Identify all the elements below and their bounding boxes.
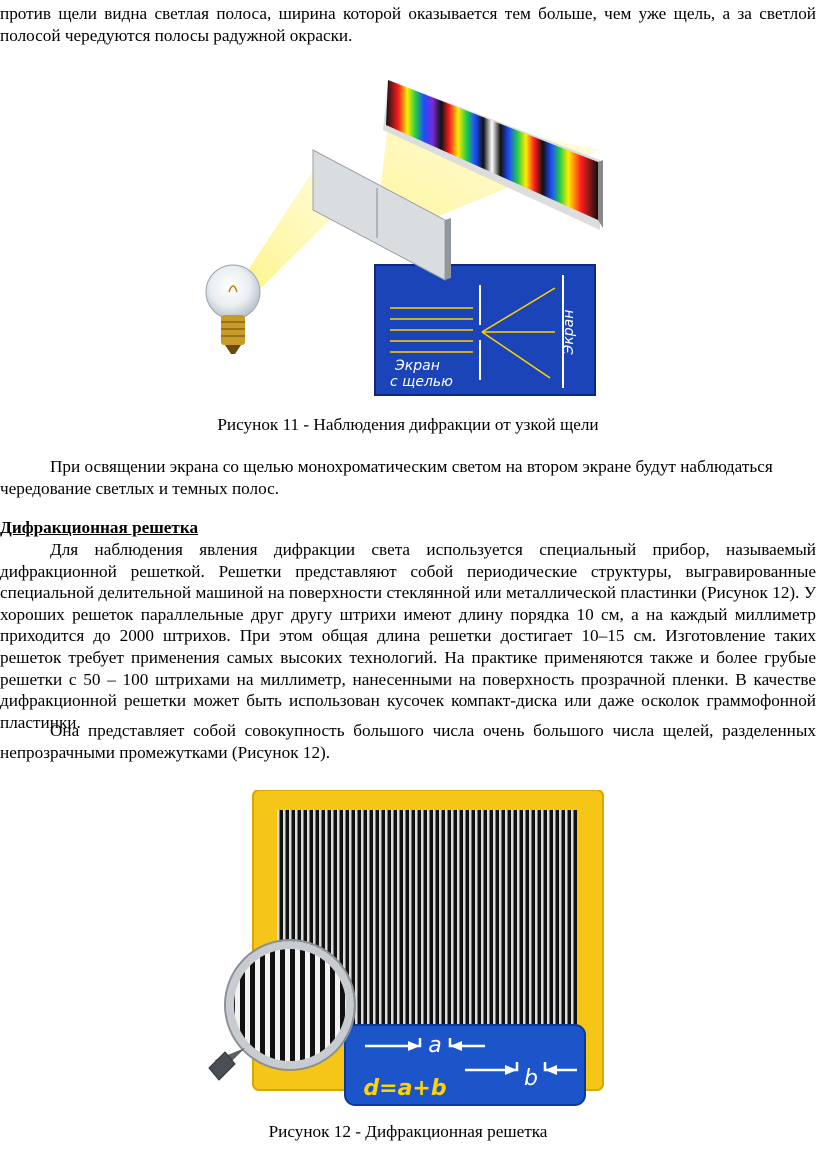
figure-11-slit-diffraction	[195, 70, 615, 400]
figure-12-diffraction-grating	[205, 790, 605, 1110]
monochromatic-paragraph: При освящении экрана со щелью монохроматическим светом на втором экране будут наблюдаться чередование светлых и темных полос.	[0, 457, 773, 498]
formula: d=a+b	[363, 1076, 447, 1101]
label-screen: Экран	[561, 309, 577, 355]
label-slit-screen-2: с щелью	[390, 374, 453, 390]
diffraction-schematic	[375, 265, 595, 395]
grating-period-box	[345, 1025, 585, 1105]
label-b: b	[524, 1066, 538, 1091]
section-heading: Дифракционная решетка	[0, 518, 199, 537]
figure-11-caption: Рисунок 11 - Наблюдения дифракции от узкой щели	[217, 415, 599, 434]
intro-paragraph: против щели видна светлая полоса, ширина которой оказывается тем больше, чем уже щель, а за светлой полосой чередуются полосы радужной окраски.	[0, 4, 816, 45]
figure-12-caption: Рисунок 12 - Дифракционная решетка	[268, 1122, 548, 1141]
light-bulb	[206, 265, 260, 354]
grating-paragraph-2: Она представляет собой совокупность большого числа очень большого числа щелей, разделенных непрозрачными промежутками (Рисунок 12).	[0, 721, 816, 762]
grating-paragraph-1: Для наблюдения явления дифракции света используется специальный прибор, называемый дифракционной решеткой. Решетки представляют собой периодические структуры, выгравированные специальной делительной машиной на поверхности стеклянной или металлической пластинки (Рисунок 12). У хороших решеток параллельные друг другу штрихи имеют длину порядка 10 см, а на каждый миллиметр приходится до 2000 штрихов. При этом общая длина решетки достигает 10–15 см. Изготовление таких решеток требует применения самых высоких технологий. На практике применяются также и более грубые решетки с 50 – 100 штрихами на миллиметр, нанесенными на поверхность прозрачной пленки. В качестве дифракционной решетки может быть использован кусочек компакт-диска или даже осколок граммофонной пластинки.	[0, 540, 816, 732]
label-a: a	[428, 1033, 442, 1058]
label-slit-screen-1: Экран	[395, 358, 440, 374]
